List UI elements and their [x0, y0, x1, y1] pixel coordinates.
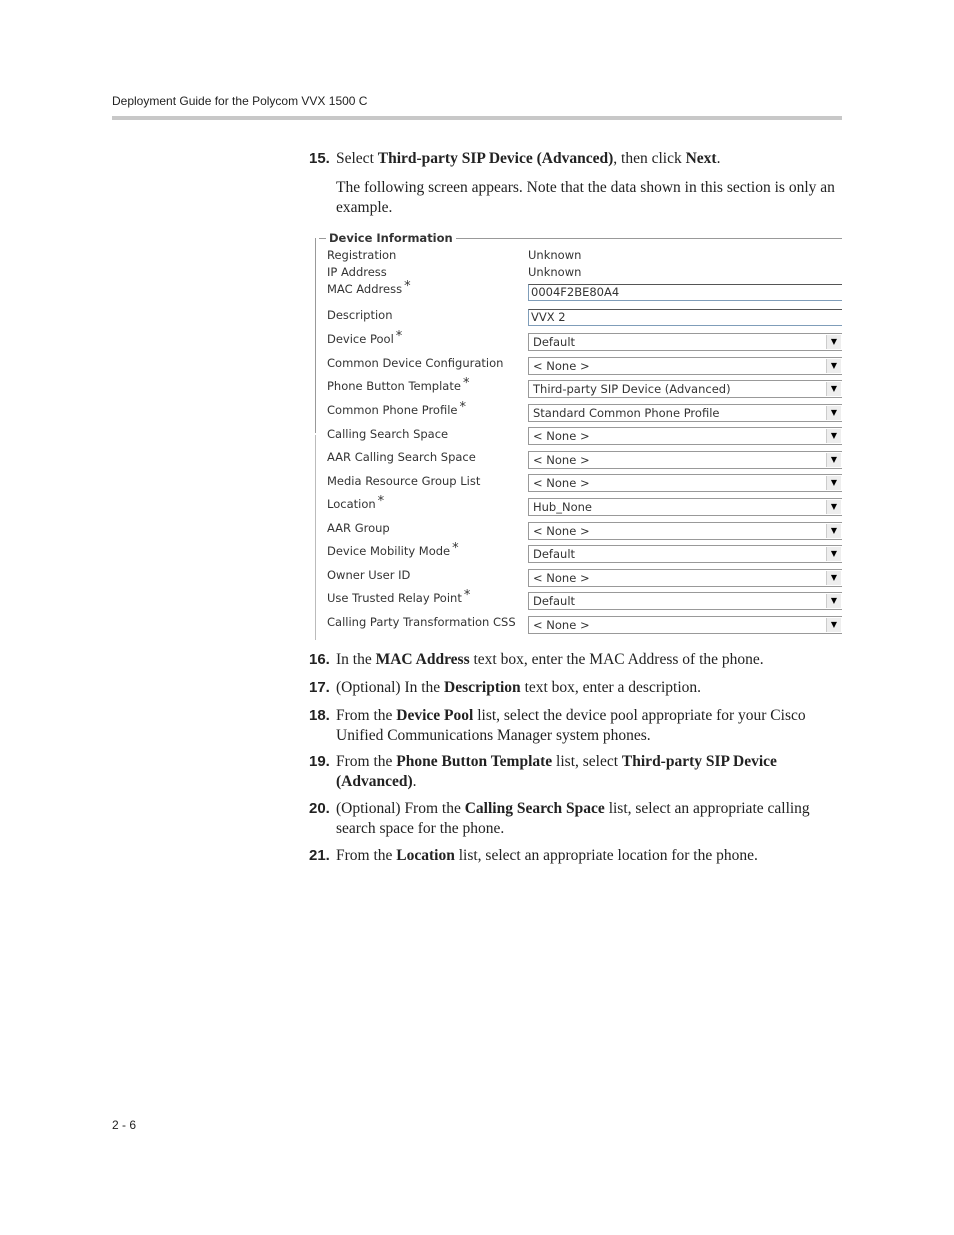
step-number: 21.: [309, 847, 330, 864]
step-15: [309, 149, 843, 169]
step-bold: Description: [444, 679, 521, 696]
step-bold: Device Pool: [396, 707, 474, 724]
label-text: MAC Address: [327, 282, 403, 296]
aar-calling-search-space-select[interactable]: [528, 451, 842, 469]
owner-user-id-select[interactable]: [528, 569, 842, 587]
step-bold: Location: [396, 847, 455, 864]
running-header: Deployment Guide for the Polycom VVX 1500 C: [112, 94, 368, 108]
step-text: Select: [336, 150, 378, 167]
required-mark: *: [452, 541, 459, 556]
step-number: 18.: [309, 707, 330, 724]
media-resource-group-list-select[interactable]: [528, 474, 842, 492]
calling-search-space-select[interactable]: [528, 427, 842, 445]
required-mark: *: [463, 588, 471, 603]
location-label: [327, 494, 385, 512]
registration-value: Unknown: [528, 248, 582, 262]
selected-value: Default: [533, 335, 576, 349]
description-input[interactable]: VVX 2: [528, 309, 842, 326]
step-text: , then click: [613, 150, 686, 167]
ip-address-value: Unknown: [528, 265, 582, 279]
description-label: Description: [327, 308, 393, 322]
device-pool-label: [327, 329, 403, 347]
dropdown-arrow-icon[interactable]: ▼: [826, 429, 841, 443]
fieldset-border: [315, 435, 316, 640]
step-number: 16.: [309, 651, 330, 668]
header-rule: [112, 116, 842, 120]
selected-value: < None >: [533, 618, 590, 632]
selected-value: Default: [533, 547, 576, 561]
step-text: In the: [336, 651, 376, 668]
screen-note: The following screen appears. Note that the data shown in this section is only an example.: [336, 179, 835, 216]
required-mark: *: [404, 279, 411, 294]
dropdown-arrow-icon[interactable]: ▼: [826, 594, 841, 608]
registration-label: Registration: [327, 248, 397, 262]
step-text: list, select an appropriate location for the phone.: [454, 847, 758, 864]
calling-search-space-label: Calling Search Space: [327, 427, 449, 441]
step-bold: Third-party SIP Device (Advanced): [377, 150, 614, 167]
common-device-configuration-select[interactable]: [528, 357, 842, 375]
step-16: [309, 650, 843, 670]
device-mobility-mode-select[interactable]: [528, 545, 842, 563]
step-17: [309, 678, 843, 698]
step-text: (Optional) From the: [336, 800, 465, 817]
step-text: list, select an appropriate calling search space for the phone.: [336, 800, 810, 837]
step-number: 20.: [309, 800, 330, 817]
step-text: text box, enter the MAC Address of the phone.: [469, 651, 764, 668]
dropdown-arrow-icon[interactable]: ▼: [826, 476, 841, 490]
selected-value: < None >: [533, 476, 590, 490]
common-device-configuration-label: Common Device Configuration: [327, 356, 504, 370]
dropdown-arrow-icon[interactable]: ▼: [826, 500, 841, 514]
media-resource-group-list-label: Media Resource Group List: [327, 474, 481, 488]
dropdown-arrow-icon[interactable]: ▼: [826, 406, 841, 420]
selected-value: < None >: [533, 453, 590, 467]
label-text: Common Phone Profile: [327, 403, 458, 417]
step-20: [309, 799, 843, 838]
dropdown-arrow-icon[interactable]: ▼: [826, 335, 841, 349]
selected-value: Default: [533, 594, 576, 608]
dropdown-arrow-icon[interactable]: ▼: [826, 359, 841, 373]
device-pool-select[interactable]: [528, 333, 842, 351]
phone-button-template-label: [327, 376, 470, 394]
label-text: Use Trusted Relay Point: [327, 591, 462, 605]
dropdown-arrow-icon[interactable]: ▼: [826, 547, 841, 561]
step-text: list, select the device pool appropriate for your Cisco Unified Communications Manager system phones.: [336, 707, 806, 744]
label-text: Device Mobility Mode: [327, 544, 451, 558]
calling-party-transformation-css-label: Calling Party Transformation CSS: [327, 615, 516, 629]
step-number: 19.: [309, 753, 330, 770]
step-text: From the: [336, 753, 397, 770]
dropdown-arrow-icon[interactable]: ▼: [826, 453, 841, 467]
step-text: From the: [336, 707, 397, 724]
required-mark: *: [377, 494, 385, 509]
selected-value: < None >: [533, 359, 590, 373]
selected-value: Standard Common Phone Profile: [533, 406, 720, 420]
phone-button-template-select[interactable]: [528, 380, 842, 398]
step-19: [309, 752, 843, 791]
aar-group-select[interactable]: [528, 522, 842, 540]
mac-address-input[interactable]: 0004F2BE80A4: [528, 284, 842, 301]
page-number: 2 - 6: [112, 1118, 137, 1132]
common-phone-profile-label: [327, 400, 466, 418]
step-text: .: [716, 150, 721, 167]
fieldset-border: [315, 238, 316, 433]
dropdown-arrow-icon[interactable]: ▼: [826, 382, 841, 396]
location-select[interactable]: [528, 498, 842, 516]
step-bold: Calling Search Space: [464, 800, 605, 817]
required-mark: *: [462, 376, 470, 391]
step-bold: Third-party SIP Device (Advanced): [336, 753, 777, 790]
selected-value: Hub_None: [533, 500, 592, 514]
step-text: list, select: [552, 753, 622, 770]
aar-group-label: AAR Group: [327, 521, 390, 535]
required-mark: *: [459, 400, 466, 415]
mac-address-label: [327, 279, 411, 297]
selected-value: < None >: [533, 429, 590, 443]
dropdown-arrow-icon[interactable]: ▼: [826, 524, 841, 538]
calling-party-transformation-css-select[interactable]: [528, 616, 842, 634]
use-trusted-relay-point-label: [327, 588, 471, 606]
step-21: [309, 846, 843, 866]
common-phone-profile-select[interactable]: [528, 404, 842, 422]
selected-value: < None >: [533, 524, 590, 538]
step-bold: MAC Address: [375, 651, 470, 668]
aar-calling-search-space-label: AAR Calling Search Space: [327, 450, 476, 464]
use-trusted-relay-point-select[interactable]: [528, 592, 842, 610]
step-18: [309, 706, 843, 745]
selected-value: Third-party SIP Device (Advanced): [533, 382, 731, 396]
step-text: (Optional) In the: [336, 679, 445, 696]
step-text: From the: [336, 847, 397, 864]
step-bold: Phone Button Template: [396, 753, 553, 770]
ip-address-label: IP Address: [327, 265, 387, 279]
required-mark: *: [395, 329, 403, 344]
device-information-screenshot: [312, 230, 842, 640]
step-text: .: [412, 772, 417, 790]
selected-value: < None >: [533, 571, 590, 585]
dropdown-arrow-icon[interactable]: ▼: [826, 618, 841, 632]
label-text: Phone Button Template: [327, 379, 461, 393]
label-text: Location: [327, 497, 376, 511]
step-number: 17.: [309, 679, 330, 696]
device-mobility-mode-label: [327, 541, 459, 559]
step-text: text box, enter a description.: [520, 679, 702, 696]
fieldset-legend: Device Information: [326, 231, 456, 245]
label-text: Device Pool: [327, 332, 394, 346]
owner-user-id-label: Owner User ID: [327, 568, 411, 582]
dropdown-arrow-icon[interactable]: ▼: [826, 571, 841, 585]
step-bold: Next: [685, 150, 717, 167]
step-number: 15.: [309, 150, 330, 167]
